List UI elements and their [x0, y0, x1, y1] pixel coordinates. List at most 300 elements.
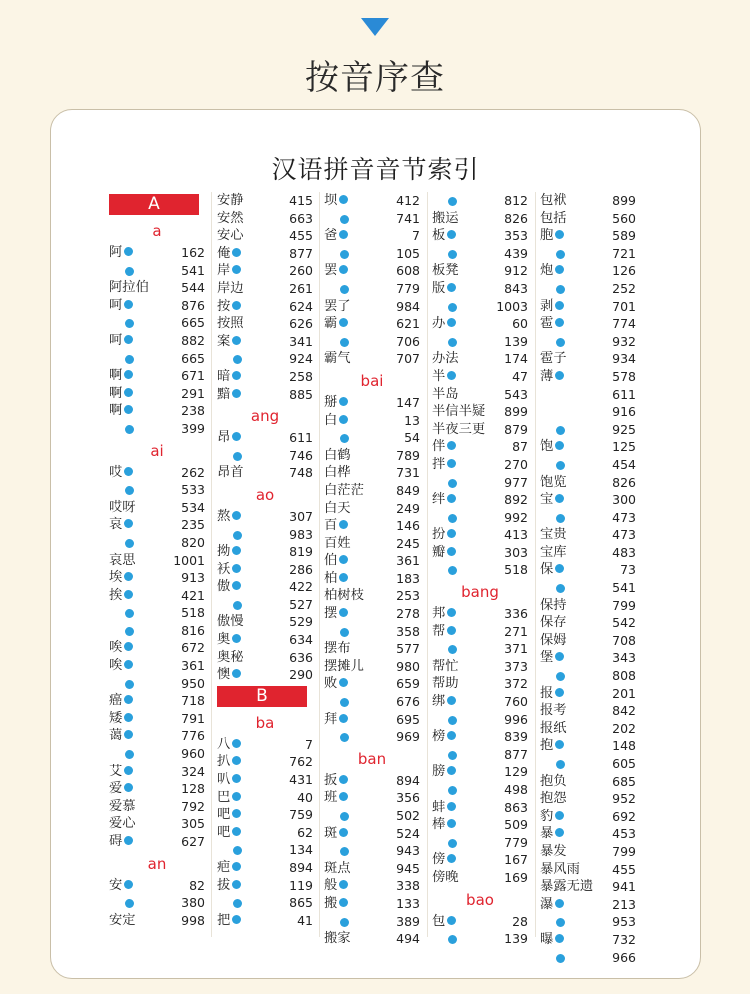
index-entry — [540, 737, 636, 755]
index-entry — [432, 763, 528, 781]
pronunciation-dot-icon — [124, 519, 133, 528]
entry-character: 碍 — [109, 833, 133, 851]
index-entry — [324, 464, 420, 482]
entry-page-number: 372 — [504, 676, 528, 692]
index-column — [432, 192, 528, 948]
index-entry — [324, 728, 420, 746]
entry-character: 呵 — [109, 297, 133, 315]
entry-character: 白桦 — [324, 465, 351, 481]
index-entry — [109, 833, 205, 851]
entry-page-number: 453 — [612, 826, 636, 842]
index-entry — [432, 799, 528, 817]
index-entry — [540, 632, 636, 650]
pronunciation-dot-icon — [447, 802, 456, 811]
entry-page-number: 341 — [289, 333, 313, 349]
entry-page-number: 731 — [396, 465, 420, 481]
pronunciation-dot-icon — [339, 265, 348, 274]
pronunciation-dot-icon — [124, 370, 133, 379]
pronunciation-dot-icon — [232, 774, 241, 783]
entry-page-number: 361 — [396, 553, 420, 569]
pronunciation-dot-icon — [447, 230, 456, 239]
index-entry — [432, 262, 528, 280]
entry-character: 袄 — [217, 561, 241, 579]
index-entry — [432, 623, 528, 641]
pronunciation-dot-icon — [339, 555, 348, 564]
entry-character: 吧 — [217, 824, 241, 842]
entry-page-number: 945 — [396, 860, 420, 876]
entry-page-number: 202 — [612, 720, 636, 736]
entry-character: 疤 — [217, 859, 241, 877]
entry-page-number: 577 — [396, 641, 420, 657]
index-entry — [324, 693, 420, 711]
index-entry — [540, 509, 636, 527]
index-entry — [540, 403, 636, 421]
index-entry — [540, 931, 636, 949]
pronunciation-dot-icon — [447, 318, 456, 327]
entry-page-number: 732 — [612, 931, 636, 947]
entry-page-number: 541 — [612, 580, 636, 596]
entry-character: 拜 — [324, 711, 348, 729]
index-entry — [109, 815, 205, 833]
pronunciation-dot-icon — [232, 301, 241, 310]
index-entry — [109, 587, 205, 605]
pronunciation-dot-icon — [448, 645, 457, 654]
entry-page-number: 543 — [504, 386, 528, 402]
entry-character: 案 — [217, 333, 241, 351]
pronunciation-dot-icon — [339, 898, 348, 907]
pronunciation-dot-icon — [447, 916, 456, 925]
index-entry — [432, 851, 528, 869]
entry-page-number: 746 — [289, 447, 313, 463]
pronunciation-dot-icon — [555, 494, 564, 503]
entry-page-number: 125 — [612, 439, 636, 455]
entry-character: 哀 — [109, 516, 133, 534]
entry-character: 罢了 — [324, 298, 351, 314]
entry-page-number: 741 — [396, 210, 420, 226]
entry-page-number: 533 — [181, 482, 205, 498]
index-entry — [540, 773, 636, 791]
pronunciation-dot-icon — [556, 918, 565, 927]
index-entry — [324, 570, 420, 588]
entry-character: 版 — [432, 280, 456, 298]
entry-character: 拔 — [217, 877, 241, 895]
entry-character: 扳 — [324, 772, 348, 790]
entry-character: 豹 — [540, 808, 564, 826]
entry-character: 半夜三更 — [432, 421, 486, 437]
entry-page-number: 249 — [396, 500, 420, 516]
entry-character: 报考 — [540, 703, 567, 719]
entry-page-number: 960 — [181, 746, 205, 762]
entry-page-number: 235 — [181, 517, 205, 533]
entry-page-number: 253 — [396, 588, 420, 604]
entry-page-number: 984 — [396, 298, 420, 314]
entry-character: 办法 — [432, 351, 459, 367]
entry-character: 呵 — [109, 332, 133, 350]
entry-character: 暴风雨 — [540, 861, 580, 877]
entry-page-number: 839 — [504, 729, 528, 745]
index-entry — [217, 333, 313, 351]
entry-character: 癌 — [109, 692, 133, 710]
index-entry — [540, 456, 636, 474]
entry-character: 奥 — [217, 631, 241, 649]
entry-page-number: 431 — [289, 772, 313, 788]
entry-character: 办 — [432, 315, 456, 333]
pronunciation-dot-icon — [556, 338, 565, 347]
pronunciation-dot-icon — [125, 319, 134, 328]
index-entry — [217, 666, 313, 684]
index-entry — [109, 350, 205, 368]
index-entry — [217, 543, 313, 561]
entry-page-number: 73 — [620, 562, 636, 578]
pronunciation-dot-icon — [447, 854, 456, 863]
pronunciation-dot-icon — [339, 230, 348, 239]
pronunciation-dot-icon — [125, 267, 134, 276]
pronunciation-dot-icon — [447, 529, 456, 538]
index-entry — [540, 579, 636, 597]
entry-page-number: 912 — [504, 263, 528, 279]
entry-page-number: 826 — [612, 474, 636, 490]
index-entry — [324, 535, 420, 553]
index-entry — [432, 816, 528, 834]
pronunciation-dot-icon — [233, 355, 242, 364]
entry-page-number: 60 — [512, 316, 528, 332]
pronunciation-dot-icon — [232, 389, 241, 398]
entry-page-number: 708 — [612, 632, 636, 648]
entry-page-number: 608 — [396, 263, 420, 279]
index-entry — [324, 877, 420, 895]
index-entry — [432, 333, 528, 351]
index-entry — [324, 245, 420, 263]
index-entry — [217, 192, 313, 210]
entry-character: 雹 — [540, 315, 564, 333]
entry-character: 斑点 — [324, 860, 351, 876]
index-entry — [217, 368, 313, 386]
pronunciation-dot-icon — [124, 880, 133, 889]
entry-character: 懊 — [217, 666, 241, 684]
entry-page-number: 413 — [504, 527, 528, 543]
pronunciation-dot-icon — [340, 847, 349, 856]
entry-page-number: 421 — [181, 587, 205, 603]
pronunciation-dot-icon — [339, 714, 348, 723]
entry-page-number: 799 — [612, 597, 636, 613]
entry-page-number: 611 — [612, 386, 636, 402]
index-entry — [540, 649, 636, 667]
index-entry — [540, 825, 636, 843]
entry-character: 炮 — [540, 262, 564, 280]
entry-character: 搬家 — [324, 931, 351, 947]
entry-page-number: 300 — [612, 492, 636, 508]
index-entry — [217, 771, 313, 789]
entry-character: 爱慕 — [109, 798, 136, 814]
index-entry — [540, 368, 636, 386]
entry-character: 拗 — [217, 543, 241, 561]
entry-character: 绊 — [432, 491, 456, 509]
pronunciation-dot-icon — [556, 426, 565, 435]
entry-page-number: 560 — [612, 210, 636, 226]
entry-page-number: 7 — [412, 228, 420, 244]
entry-character: 摆 — [324, 605, 348, 623]
index-entry — [109, 332, 205, 350]
index-entry — [540, 298, 636, 316]
index-card — [50, 109, 701, 979]
entry-page-number: 353 — [504, 228, 528, 244]
index-entry — [432, 368, 528, 386]
index-entry — [217, 508, 313, 526]
entry-page-number: 119 — [289, 877, 313, 893]
pronunciation-dot-icon — [447, 731, 456, 740]
entry-character: 安静 — [217, 193, 244, 208]
index-entry — [432, 834, 528, 852]
entry-character: 搬运 — [432, 210, 459, 226]
entry-page-number: 779 — [504, 834, 528, 850]
entry-page-number: 789 — [396, 447, 420, 463]
letter-header — [217, 686, 313, 708]
pronunciation-dot-icon — [232, 809, 241, 818]
index-entry — [432, 474, 528, 492]
entry-character: 哀思 — [109, 552, 136, 568]
pronunciation-dot-icon — [125, 899, 134, 908]
index-entry — [540, 878, 636, 896]
entry-character: 蚌 — [432, 799, 456, 817]
index-entry — [109, 569, 205, 587]
index-entry — [540, 421, 636, 439]
entry-character: 俺 — [217, 245, 241, 263]
entry-character: 柏 — [324, 570, 348, 588]
entry-page-number: 748 — [289, 465, 313, 481]
index-entry — [324, 789, 420, 807]
entry-page-number: 621 — [396, 316, 420, 332]
entry-page-number: 238 — [181, 403, 205, 419]
index-entry — [217, 447, 313, 465]
index-entry — [432, 491, 528, 509]
index-entry — [217, 464, 313, 482]
pronunciation-dot-icon — [555, 688, 564, 697]
index-entry — [324, 500, 420, 518]
entry-character: 蔼 — [109, 727, 133, 745]
entry-character: 霸 — [324, 315, 348, 333]
index-entry — [432, 210, 528, 228]
index-entry — [540, 474, 636, 492]
index-entry — [432, 421, 528, 439]
pronunciation-dot-icon — [448, 566, 457, 575]
entry-character: 雹子 — [540, 351, 567, 367]
entry-page-number: 876 — [181, 297, 205, 313]
pronunciation-dot-icon — [232, 739, 241, 748]
entry-page-number: 541 — [181, 262, 205, 278]
index-entry — [324, 913, 420, 931]
entry-character: 柏树枝 — [324, 588, 364, 604]
index-entry — [109, 604, 205, 622]
entry-character: 唉 — [109, 657, 133, 675]
index-entry — [217, 596, 313, 614]
entry-character: 暴发 — [540, 843, 567, 859]
entry-character: 包袱 — [540, 193, 567, 208]
entry-character: 宝 — [540, 491, 564, 509]
pronunciation-dot-icon — [232, 546, 241, 555]
entry-page-number: 894 — [289, 860, 313, 875]
entry-page-number: 162 — [181, 245, 205, 260]
pronunciation-dot-icon — [233, 531, 242, 540]
index-entry — [540, 597, 636, 615]
index-entry — [217, 613, 313, 631]
entry-character: 吧 — [217, 806, 241, 824]
entry-character: 保存 — [540, 615, 567, 631]
entry-page-number: 779 — [396, 280, 420, 296]
letter-header — [109, 194, 205, 216]
entry-page-number: 925 — [612, 421, 636, 437]
pronunciation-dot-icon — [340, 918, 349, 927]
entry-character: 帮 — [432, 623, 456, 641]
entry-page-number: 934 — [612, 351, 636, 367]
index-entry — [432, 315, 528, 333]
entry-page-number: 626 — [289, 316, 313, 332]
index-entry — [324, 315, 420, 333]
entry-character: 安 — [109, 877, 133, 895]
entry-page-number: 82 — [189, 877, 205, 893]
entry-page-number: 695 — [396, 711, 420, 727]
pronunciation-dot-icon — [340, 250, 349, 259]
entry-character: 哎 — [109, 464, 133, 482]
entry-page-number: 139 — [504, 333, 528, 349]
entry-page-number: 399 — [181, 420, 205, 436]
entry-character: 榜 — [432, 728, 456, 746]
index-entry — [324, 447, 420, 465]
index-entry — [324, 930, 420, 948]
index-entry — [540, 702, 636, 720]
entry-page-number: 129 — [504, 764, 528, 780]
pronunciation-dot-icon — [339, 792, 348, 801]
entry-page-number: 701 — [612, 298, 636, 314]
index-entry — [540, 790, 636, 808]
index-entry — [432, 869, 528, 887]
entry-page-number: 262 — [181, 464, 205, 480]
pronunciation-dot-icon — [340, 628, 349, 637]
index-entry — [217, 526, 313, 544]
entry-page-number: 439 — [504, 245, 528, 261]
pronunciation-dot-icon — [233, 601, 242, 610]
entry-page-number: 932 — [612, 333, 636, 349]
index-entry — [432, 728, 528, 746]
entry-page-number: 336 — [504, 606, 528, 622]
pronunciation-dot-icon — [125, 486, 134, 495]
entry-character: 爱心 — [109, 816, 136, 832]
entry-page-number: 799 — [612, 843, 636, 859]
entry-page-number: 146 — [396, 518, 420, 534]
pronunciation-dot-icon — [555, 811, 564, 820]
entry-page-number: 849 — [396, 482, 420, 498]
index-entry — [324, 552, 420, 570]
syllable-header: ai — [150, 441, 164, 460]
entry-page-number: 969 — [396, 729, 420, 745]
index-entry — [540, 720, 636, 738]
pronunciation-dot-icon — [125, 355, 134, 364]
entry-page-number: 952 — [612, 791, 636, 807]
entry-page-number: 544 — [181, 280, 205, 296]
entry-character: 把 — [217, 912, 241, 930]
entry-character: 般 — [324, 877, 348, 895]
entry-character: 啊 — [109, 385, 133, 403]
index-entry — [432, 693, 528, 711]
index-entry — [432, 350, 528, 368]
index-entry — [109, 710, 205, 728]
pronunciation-dot-icon — [447, 608, 456, 617]
index-entry — [540, 315, 636, 333]
pronunciation-dot-icon — [339, 397, 348, 406]
pronunciation-dot-icon — [340, 215, 349, 224]
entry-page-number: 665 — [181, 315, 205, 331]
pronunciation-dot-icon — [124, 388, 133, 397]
entry-character: 白 — [324, 412, 348, 430]
pronunciation-dot-icon — [125, 627, 134, 636]
entry-page-number: 762 — [289, 754, 313, 770]
entry-character: 胞 — [540, 227, 564, 245]
entry-page-number: 983 — [289, 526, 313, 542]
page-heading: 按音序查 — [305, 58, 445, 98]
index-entry — [109, 481, 205, 499]
entry-character: 保 — [540, 561, 564, 579]
entry-page-number: 1001 — [173, 552, 205, 568]
entry-character: 叭 — [217, 771, 241, 789]
entry-character: 半岛 — [432, 386, 459, 402]
entry-character: 掰 — [324, 394, 348, 412]
column-divider — [319, 192, 320, 937]
pronunciation-dot-icon — [556, 954, 565, 963]
entry-page-number: 62 — [297, 824, 313, 840]
index-entry — [217, 736, 313, 754]
pronunciation-dot-icon — [233, 452, 242, 461]
index-entry — [540, 210, 636, 228]
index-entry — [540, 192, 636, 210]
entry-page-number: 611 — [289, 430, 313, 446]
entry-page-number: 759 — [289, 807, 313, 823]
pronunciation-dot-icon — [124, 300, 133, 309]
entry-character: 安然 — [217, 210, 244, 226]
entry-character: 昂 — [217, 429, 241, 447]
letter-label: A — [109, 194, 199, 215]
index-entry — [217, 894, 313, 912]
entry-page-number: 518 — [504, 562, 528, 578]
pronunciation-dot-icon — [555, 441, 564, 450]
index-entry — [540, 245, 636, 263]
index-entry — [432, 192, 528, 210]
entry-page-number: 721 — [612, 245, 636, 261]
entry-page-number: 278 — [396, 606, 420, 622]
entry-page-number: 676 — [396, 694, 420, 710]
index-entry — [432, 913, 528, 931]
index-entry — [109, 763, 205, 781]
pronunciation-dot-icon — [125, 750, 134, 759]
pronunciation-dot-icon — [447, 626, 456, 635]
entry-page-number: 899 — [612, 193, 636, 208]
pronunciation-dot-icon — [555, 828, 564, 837]
index-entry — [109, 657, 205, 675]
index-entry — [540, 491, 636, 509]
entry-character: 罢 — [324, 262, 348, 280]
pronunciation-dot-icon — [125, 680, 134, 689]
index-entry — [540, 386, 636, 404]
entry-page-number: 40 — [297, 789, 313, 805]
entry-page-number: 659 — [396, 676, 420, 692]
entry-page-number: 865 — [289, 895, 313, 911]
entry-page-number: 685 — [612, 773, 636, 789]
index-entry — [324, 192, 420, 210]
entry-character: 板凳 — [432, 263, 459, 279]
column-divider — [535, 192, 536, 937]
entry-character: 宝贵 — [540, 527, 567, 543]
entry-character: 白天 — [324, 500, 351, 516]
entry-character: 挨 — [109, 587, 133, 605]
entry-character: 抱怨 — [540, 791, 567, 807]
